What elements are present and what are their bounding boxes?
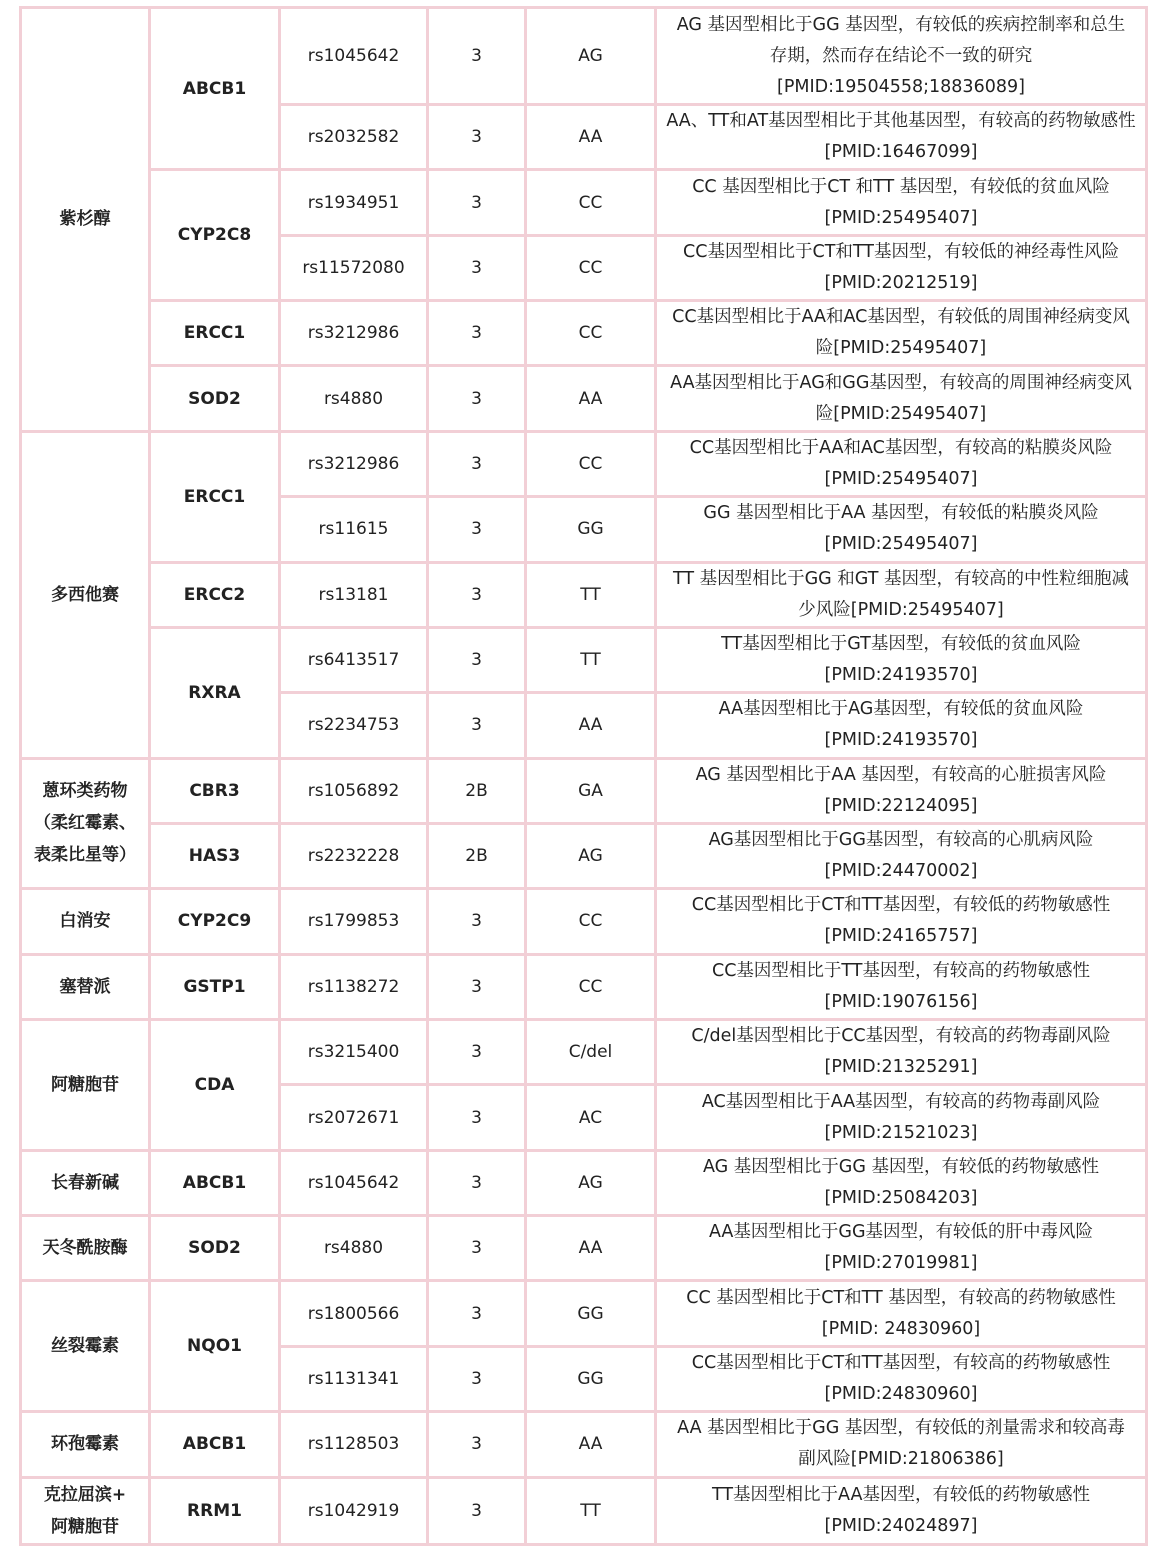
genotype-cell: AG — [526, 823, 656, 888]
description-cell — [656, 1216, 1147, 1281]
genotype-cell: C/del — [526, 1020, 656, 1085]
description-line: AC基因型相比于AA基因型，有较高的药物毒副风险 — [701, 1091, 1101, 1112]
genotype-cell: CC — [526, 889, 656, 954]
description-line: CC 基因型相比于CT和TT 基因型，有较高的药物敏感性 — [686, 1287, 1116, 1308]
gene-cell: RXRA — [150, 627, 280, 758]
description-cell — [656, 1281, 1147, 1346]
description-line: CC基因型相比于TT基因型，有较高的药物敏感性 — [711, 960, 1090, 981]
description-line: AG 基因型相比于GG 基因型，有较低的疾病控制率和总生 — [676, 14, 1126, 35]
drug-cell — [21, 1150, 150, 1215]
rsid-cell: rs2072671 — [280, 1085, 428, 1150]
drug-cell — [21, 954, 150, 1019]
evidence-level-cell: 3 — [428, 1216, 526, 1281]
genotype-cell: CC — [526, 954, 656, 1019]
table-row — [21, 8, 1147, 105]
description-line: [PMID:24470002] — [824, 861, 978, 882]
description-line: AG 基因型相比于AA 基因型，有较高的心脏损害风险 — [695, 764, 1107, 785]
description-line: AG基因型相比于GG基因型，有较高的心肌病风险 — [708, 830, 1094, 851]
table-row — [21, 758, 1147, 823]
evidence-level-cell: 3 — [428, 1477, 526, 1544]
drug-name: 白消安 — [59, 911, 111, 932]
description-cell — [656, 1412, 1147, 1477]
description-cell — [656, 301, 1147, 366]
evidence-level-cell: 3 — [428, 1020, 526, 1085]
genotype-cell: AA — [526, 366, 656, 431]
gene-cell: SOD2 — [150, 366, 280, 431]
description-line: TT 基因型相比于GG 和GT 基因型，有较高的中性粒细胞减 — [672, 568, 1129, 589]
genotype-cell: GG — [526, 1281, 656, 1346]
rsid-cell: rs1799853 — [280, 889, 428, 954]
rsid-cell: rs1045642 — [280, 1150, 428, 1215]
drug-cell — [21, 758, 150, 889]
evidence-level-cell: 3 — [428, 431, 526, 496]
drug-name: （柔红霉素、 — [34, 813, 136, 834]
evidence-level-cell: 3 — [428, 1281, 526, 1346]
drug-name: 紫杉醇 — [59, 209, 111, 230]
description-line: 险[PMID:25495407] — [815, 338, 987, 359]
description-line: [PMID:21521023] — [824, 1122, 978, 1143]
description-line: AA、TT和AT基因型相比于其他基因型，有较高的药物敏感性 — [666, 111, 1136, 132]
rsid-cell: rs1131341 — [280, 1346, 428, 1411]
genotype-cell: TT — [526, 627, 656, 692]
description-line: AA基因型相比于AG和GG基因型，有较高的周围神经病变风 — [670, 372, 1132, 393]
description-cell — [656, 693, 1147, 758]
description-line: TT基因型相比于GT基因型，有较低的贫血风险 — [721, 634, 1081, 655]
description-line: [PMID:27019981] — [824, 1253, 978, 1274]
table-row — [21, 301, 1147, 366]
genotype-cell: GA — [526, 758, 656, 823]
rsid-cell: rs11615 — [280, 497, 428, 562]
evidence-level-cell: 2B — [428, 758, 526, 823]
genotype-cell: AA — [526, 105, 656, 170]
gene-cell: CYP2C9 — [150, 889, 280, 954]
evidence-level-cell: 3 — [428, 693, 526, 758]
description-cell — [656, 823, 1147, 888]
genotype-cell: AA — [526, 1412, 656, 1477]
evidence-level-cell: 3 — [428, 366, 526, 431]
description-line: [PMID:19076156] — [824, 991, 978, 1012]
description-cell — [656, 627, 1147, 692]
drug-name: 长春新碱 — [51, 1172, 119, 1193]
gene-cell: ABCB1 — [150, 8, 280, 170]
drug-name: 克拉屈滨+ — [43, 1484, 127, 1505]
drug-cell — [21, 431, 150, 758]
description-line: [PMID: 24830960] — [821, 1318, 981, 1339]
rsid-cell: rs4880 — [280, 366, 428, 431]
evidence-level-cell: 3 — [428, 954, 526, 1019]
rsid-cell: rs1800566 — [280, 1281, 428, 1346]
description-line: [PMID:21325291] — [824, 1057, 978, 1078]
description-line: [PMID:24193570] — [824, 665, 978, 686]
rsid-cell: rs1056892 — [280, 758, 428, 823]
genotype-cell: GG — [526, 497, 656, 562]
table-row — [21, 562, 1147, 627]
gene-cell: ERCC1 — [150, 431, 280, 562]
drug-cell — [21, 1281, 150, 1412]
description-line: CC基因型相比于CT和TT基因型，有较低的神经毒性风险 — [683, 241, 1119, 262]
gene-cell: ABCB1 — [150, 1150, 280, 1215]
drug-cell — [21, 889, 150, 954]
description-cell — [656, 1346, 1147, 1411]
description-line: 险[PMID:25495407] — [815, 403, 987, 424]
rsid-cell: rs2032582 — [280, 105, 428, 170]
genotype-cell: CC — [526, 170, 656, 235]
rsid-cell: rs1128503 — [280, 1412, 428, 1477]
rsid-cell: rs3212986 — [280, 431, 428, 496]
evidence-level-cell: 3 — [428, 1085, 526, 1150]
description-cell — [656, 1085, 1147, 1150]
rsid-cell: rs13181 — [280, 562, 428, 627]
rsid-cell: rs1042919 — [280, 1477, 428, 1544]
table-row — [21, 889, 1147, 954]
table-row — [21, 366, 1147, 431]
description-line: CC基因型相比于CT和TT基因型，有较低的药物敏感性 — [691, 895, 1111, 916]
gene-cell: NQO1 — [150, 1281, 280, 1412]
description-line: [PMID:16467099] — [824, 142, 978, 163]
description-cell — [656, 954, 1147, 1019]
rsid-cell: rs11572080 — [280, 235, 428, 300]
drug-cell — [21, 1020, 150, 1151]
table-row — [21, 1281, 1147, 1346]
genotype-cell: TT — [526, 1477, 656, 1544]
description-line: TT基因型相比于AA基因型，有较低的药物敏感性 — [711, 1484, 1090, 1505]
rsid-cell: rs2232228 — [280, 823, 428, 888]
drug-name: 多西他赛 — [51, 584, 119, 605]
rsid-cell: rs1934951 — [280, 170, 428, 235]
description-line: CC 基因型相比于CT 和TT 基因型，有较低的贫血风险 — [692, 176, 1110, 197]
drug-name: 天冬酰胺酶 — [42, 1238, 128, 1259]
genotype-cell: TT — [526, 562, 656, 627]
description-line: AA基因型相比于AG基因型，有较低的贫血风险 — [718, 699, 1084, 720]
description-line: [PMID:24024897] — [824, 1515, 978, 1536]
description-cell — [656, 105, 1147, 170]
rsid-cell: rs3212986 — [280, 301, 428, 366]
gene-cell: CYP2C8 — [150, 170, 280, 301]
rsid-cell: rs1045642 — [280, 8, 428, 105]
table-row — [21, 823, 1147, 888]
description-line: C/del基因型相比于CC基因型，有较高的药物毒副风险 — [691, 1026, 1111, 1047]
description-line: AG 基因型相比于GG 基因型，有较低的药物敏感性 — [703, 1156, 1099, 1177]
gene-cell: CBR3 — [150, 758, 280, 823]
description-line: [PMID:25495407] — [824, 468, 978, 489]
table-row — [21, 431, 1147, 496]
description-cell — [656, 562, 1147, 627]
description-line: [PMID:25495407] — [824, 207, 978, 228]
description-cell — [656, 497, 1147, 562]
evidence-level-cell: 3 — [428, 562, 526, 627]
genotype-cell: AA — [526, 1216, 656, 1281]
drug-name: 环孢霉素 — [51, 1434, 119, 1455]
gene-cell: ABCB1 — [150, 1412, 280, 1477]
table-row — [21, 1477, 1147, 1544]
genotype-cell: CC — [526, 235, 656, 300]
genotype-cell: AA — [526, 693, 656, 758]
gene-cell: ERCC2 — [150, 562, 280, 627]
description-line: [PMID:24830960] — [824, 1384, 978, 1404]
drug-name: 阿糖胞苷 — [51, 1516, 119, 1537]
drug-name: 表柔比星等） — [34, 845, 136, 866]
drug-cell — [21, 1216, 150, 1281]
description-line: AA基因型相比于GG基因型，有较低的肝中毒风险 — [708, 1222, 1094, 1243]
evidence-level-cell: 3 — [428, 497, 526, 562]
description-cell — [656, 235, 1147, 300]
gene-cell: GSTP1 — [150, 954, 280, 1019]
gene-cell: SOD2 — [150, 1216, 280, 1281]
description-cell — [656, 366, 1147, 431]
description-line: [PMID:24193570] — [824, 730, 978, 751]
genotype-cell: AG — [526, 8, 656, 105]
description-line: [PMID:25084203] — [824, 1187, 978, 1208]
description-cell — [656, 431, 1147, 496]
description-line: CC基因型相比于CT和TT基因型，有较高的药物敏感性 — [691, 1353, 1111, 1373]
gene-cell: CDA — [150, 1020, 280, 1151]
evidence-level-cell: 3 — [428, 1150, 526, 1215]
description-line: AA 基因型相比于GG 基因型，有较低的剂量需求和较高毒 — [677, 1418, 1125, 1439]
drug-name: 蒽环类药物 — [42, 781, 128, 802]
table-row — [21, 1020, 1147, 1085]
evidence-level-cell: 3 — [428, 170, 526, 235]
gene-cell: ERCC1 — [150, 301, 280, 366]
evidence-level-cell: 3 — [428, 105, 526, 170]
description-line: CC基因型相比于AA和AC基因型，有较高的粘膜炎风险 — [689, 437, 1113, 458]
description-cell — [656, 1150, 1147, 1215]
drug-name: 阿糖胞苷 — [51, 1074, 119, 1095]
genotype-cell: CC — [526, 431, 656, 496]
evidence-level-cell: 3 — [428, 1346, 526, 1411]
table-row — [21, 627, 1147, 692]
drug-cell — [21, 8, 150, 432]
description-cell — [656, 170, 1147, 235]
evidence-level-cell: 3 — [428, 627, 526, 692]
table-row — [21, 954, 1147, 1019]
pharmacogenomics-table — [19, 6, 1148, 1546]
evidence-level-cell: 3 — [428, 1412, 526, 1477]
description-cell — [656, 758, 1147, 823]
description-line: [PMID:19504558;18836089] — [777, 76, 1025, 97]
drug-name: 丝裂霉素 — [51, 1336, 119, 1357]
rsid-cell: rs4880 — [280, 1216, 428, 1281]
rsid-cell: rs6413517 — [280, 627, 428, 692]
rsid-cell: rs2234753 — [280, 693, 428, 758]
evidence-level-cell: 3 — [428, 889, 526, 954]
description-cell — [656, 889, 1147, 954]
rsid-cell: rs3215400 — [280, 1020, 428, 1085]
evidence-level-cell: 2B — [428, 823, 526, 888]
rsid-cell: rs1138272 — [280, 954, 428, 1019]
genotype-cell: AC — [526, 1085, 656, 1150]
table-row — [21, 1412, 1147, 1477]
genotype-cell: GG — [526, 1346, 656, 1411]
table-row — [21, 1216, 1147, 1281]
description-cell — [656, 1020, 1147, 1085]
description-line: [PMID:20212519] — [824, 272, 978, 293]
gene-cell: HAS3 — [150, 823, 280, 888]
description-line: 副风险[PMID:21806386] — [798, 1449, 1004, 1470]
description-line: [PMID:25495407] — [824, 534, 978, 555]
description-cell — [656, 1477, 1147, 1544]
evidence-level-cell: 3 — [428, 301, 526, 366]
drug-cell — [21, 1412, 150, 1477]
table-row — [21, 170, 1147, 235]
description-line: [PMID:22124095] — [824, 795, 978, 816]
description-line: 存期，然而存在结论不一致的研究 — [769, 45, 1033, 66]
drug-name: 塞替派 — [59, 976, 111, 997]
evidence-level-cell: 3 — [428, 235, 526, 300]
description-line: CC基因型相比于AA和AC基因型，有较低的周围神经病变风 — [672, 307, 1130, 328]
description-cell — [656, 8, 1147, 105]
description-line: 少风险[PMID:25495407] — [798, 599, 1004, 620]
gene-cell: RRM1 — [150, 1477, 280, 1544]
table-row — [21, 1150, 1147, 1215]
drug-cell — [21, 1477, 150, 1544]
evidence-level-cell: 3 — [428, 8, 526, 105]
description-line: GG 基因型相比于AA 基因型，有较低的粘膜炎风险 — [703, 503, 1099, 524]
genotype-cell: AG — [526, 1150, 656, 1215]
description-line: [PMID:24165757] — [824, 926, 978, 947]
genotype-cell: CC — [526, 301, 656, 366]
